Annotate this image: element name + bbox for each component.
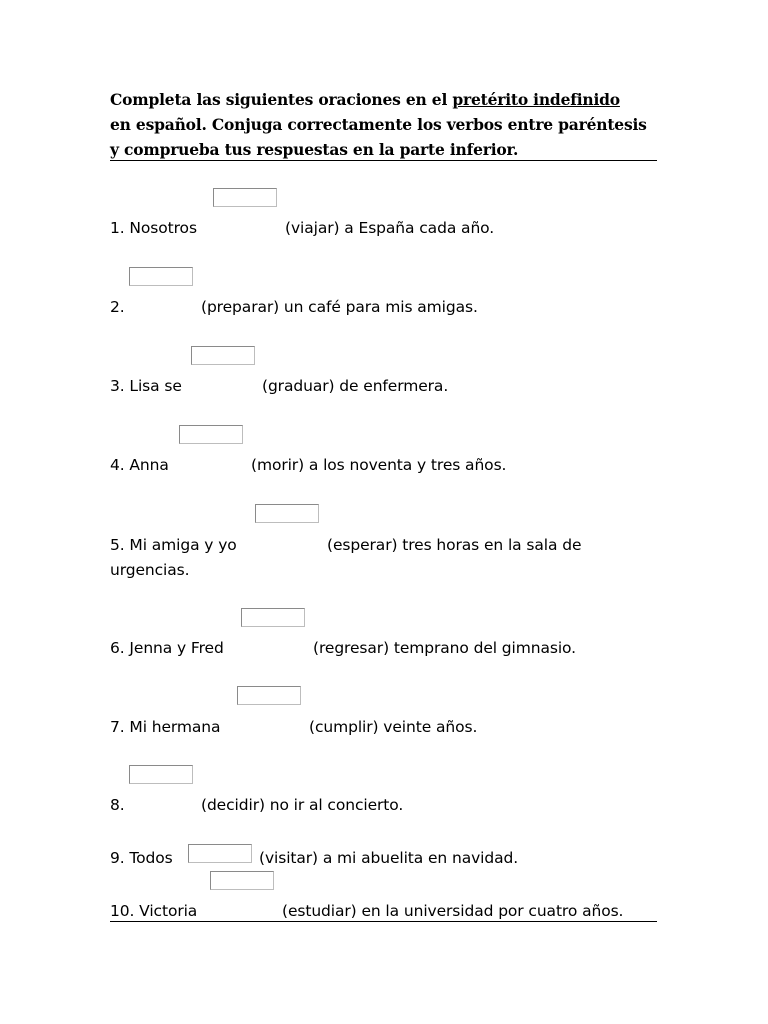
top-divider — [110, 160, 657, 161]
answer-input-1[interactable] — [213, 188, 277, 207]
answer-input-7[interactable] — [237, 686, 301, 705]
answer-input-2[interactable] — [129, 267, 193, 286]
instructions-line-1: Completa las siguientes oraciones en el pretérito indefinido — [110, 90, 620, 109]
answer-input-6[interactable] — [241, 608, 305, 627]
tense-highlight: pretérito indefinido — [452, 90, 620, 109]
answer-input-10[interactable] — [210, 871, 274, 890]
instructions-line-2: en español. Conjuga correctamente los verbos entre paréntesis — [110, 115, 647, 134]
answer-input-4[interactable] — [179, 425, 243, 444]
answer-input-9[interactable] — [188, 844, 252, 863]
sentence-5-continued: urgencias. — [110, 561, 190, 579]
answer-input-3[interactable] — [191, 346, 255, 365]
answer-input-5[interactable] — [255, 504, 319, 523]
instructions-line-3: y comprueba tus respuestas en la parte inferior. — [110, 140, 519, 159]
instructions — [110, 87, 670, 162]
answer-input-8[interactable] — [129, 765, 193, 784]
bottom-divider — [110, 921, 657, 922]
